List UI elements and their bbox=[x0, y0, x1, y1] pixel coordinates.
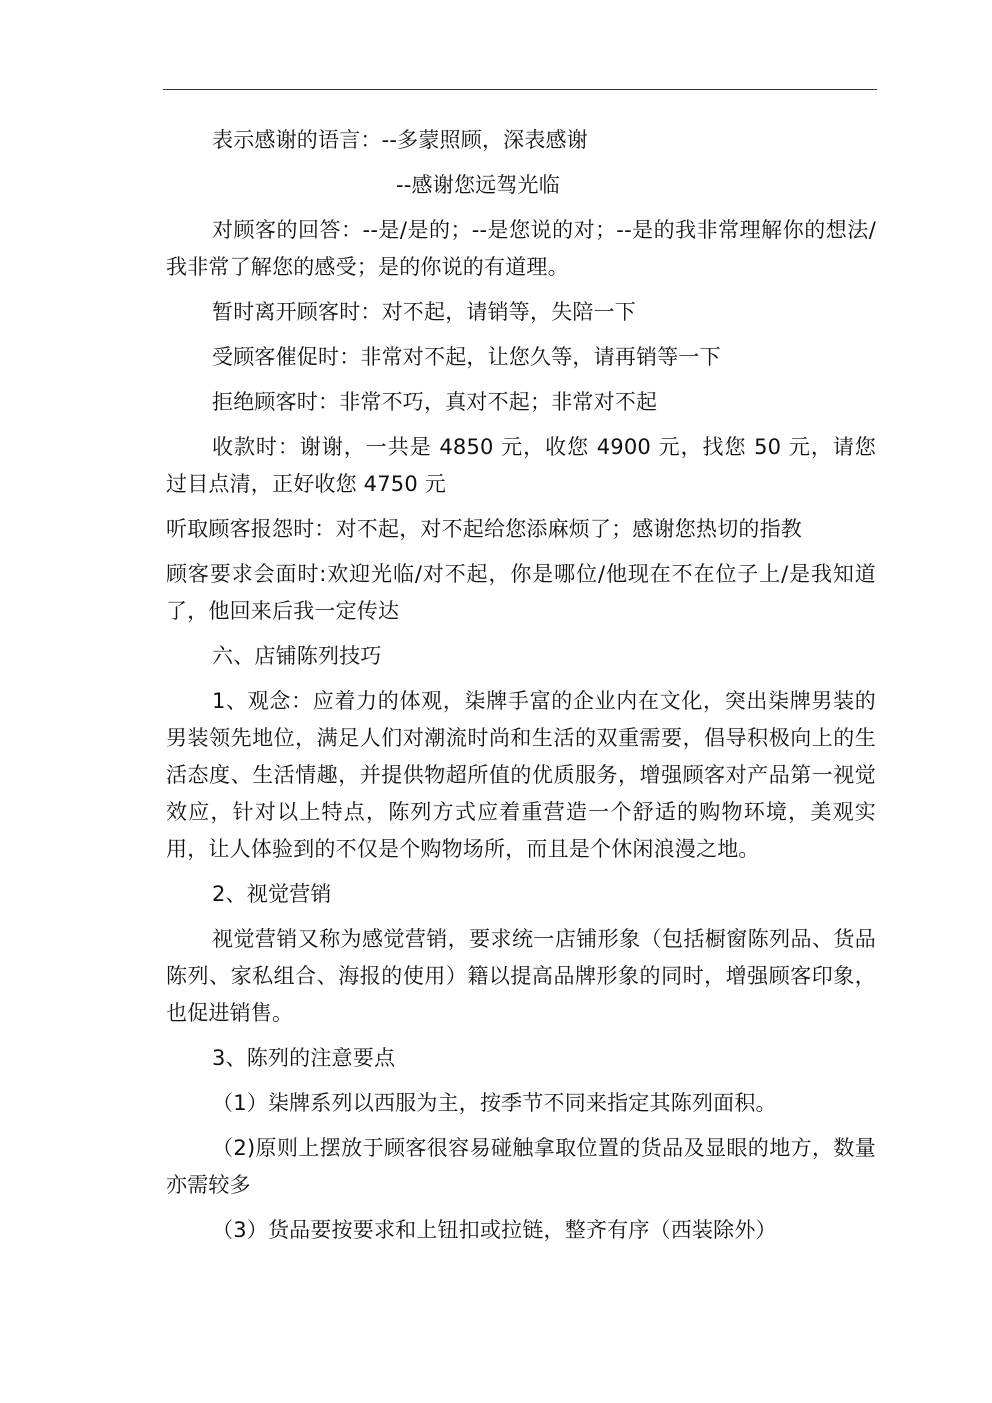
paragraph: 顾客要求会面时:欢迎光临/对不起，你是哪位/他现在不在位子上/是我知道了，他回来后我一定传达 bbox=[166, 562, 876, 623]
paragraph: 表示感谢的语言：--多蒙照顾，深表感谢 bbox=[212, 128, 588, 152]
subsection-heading: 2、视觉营销 bbox=[212, 882, 332, 906]
paragraph: 受顾客催促时：非常对不起，让您久等，请再销等一下 bbox=[212, 345, 721, 369]
paragraph: 对顾客的回答：--是/是的；--是您说的对；--是的我非常理解你的想法/我非常了解您的感受；是的你说的有道理。 bbox=[166, 218, 876, 279]
list-item: （3）货品要按要求和上钮扣或拉链，整齐有序（西装除外） bbox=[212, 1218, 777, 1242]
document-body bbox=[166, 122, 876, 1257]
list-item: （1）柒牌系列以西服为主，按季节不同来指定其陈列面积。 bbox=[212, 1091, 777, 1115]
paragraph: 1、观念：应着力的体观，柒牌手富的企业内在文化，突出柒牌男装的男装领先地位，满足人们对潮流时尚和生活的双重需要，倡导积极向上的生活态度、生活情趣，并提供物超所值的优质服务，增强顾客对产品第一视觉效应，针对以上特点，陈列方式应着重营造一个舒适的购物环境，美观实用，让人体验到的不仅是个购物场所，而且是个休闲浪漫之地。 bbox=[166, 689, 876, 861]
paragraph: 拒绝顾客时：非常不巧，真对不起；非常对不起 bbox=[212, 390, 658, 414]
section-heading: 六、店铺陈列技巧 bbox=[212, 644, 382, 668]
list-item: （2)原则上摆放于顾客很容易碰触拿取位置的货品及显眼的地方，数量亦需较多 bbox=[166, 1136, 876, 1197]
paragraph: 视觉营销又称为感觉营销，要求统一店铺形象（包括橱窗陈列品、货品陈列、家私组合、海报的使用）籍以提高品牌形象的同时，增强顾客印象，也促进销售。 bbox=[166, 927, 876, 1025]
paragraph: 听取顾客报怨时：对不起，对不起给您添麻烦了；感谢您热切的指教 bbox=[166, 517, 802, 541]
paragraph: --感谢您远驾光临 bbox=[396, 173, 560, 197]
paragraph: 暂时离开顾客时：对不起，请销等，失陪一下 bbox=[212, 300, 636, 324]
subsection-heading: 3、陈列的注意要点 bbox=[212, 1046, 396, 1070]
header-rule bbox=[163, 89, 877, 90]
paragraph: 收款时：谢谢，一共是 4850 元，收您 4900 元，找您 50 元，请您过目点清，正好收您 4750 元 bbox=[166, 435, 876, 496]
